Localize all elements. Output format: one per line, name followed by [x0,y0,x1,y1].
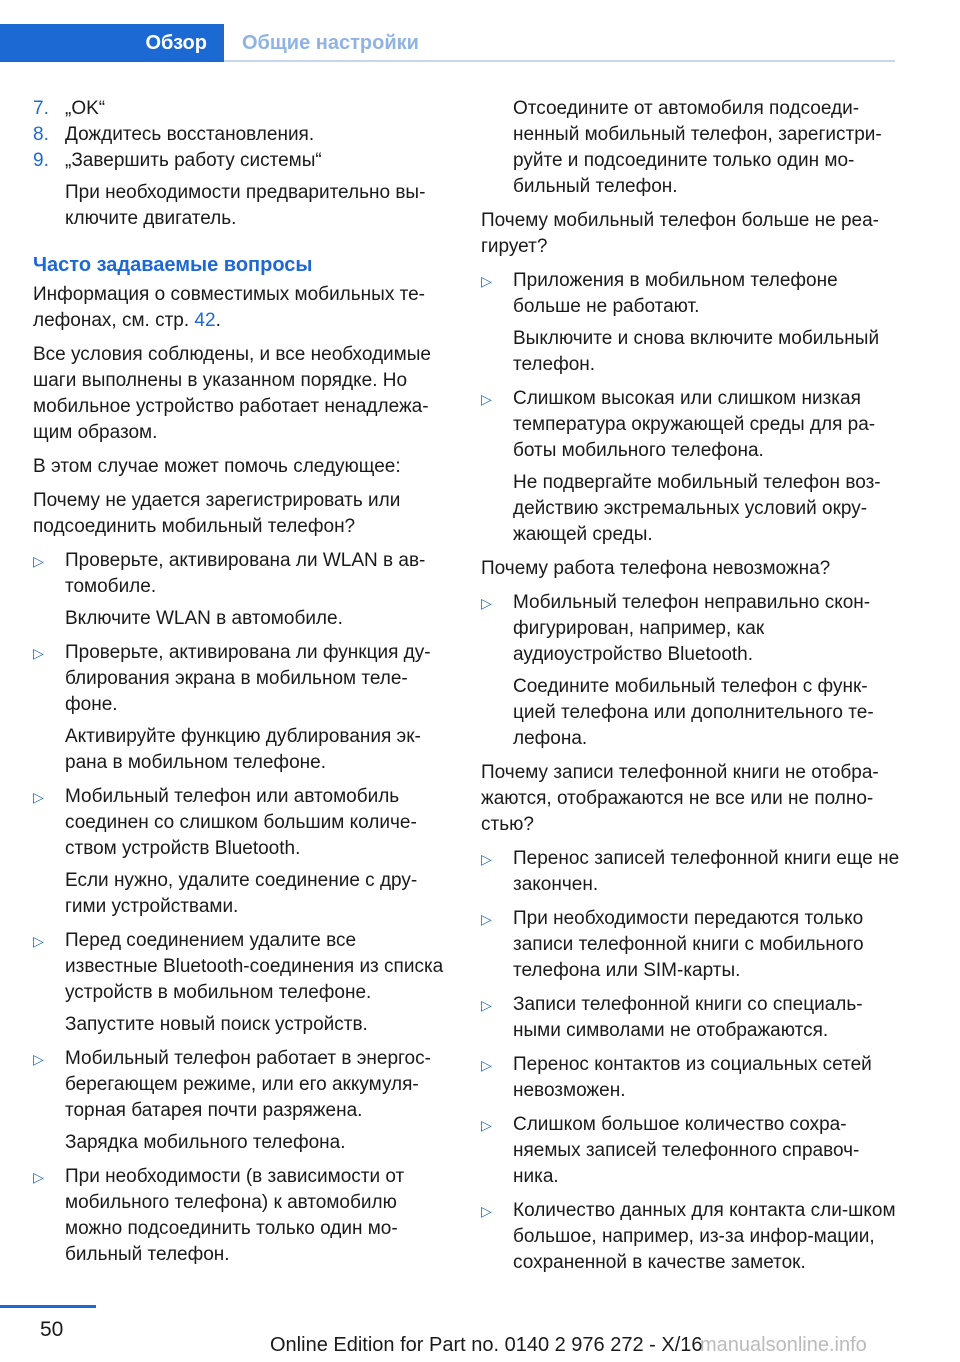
list-item-solution: Зарядка мобильного телефона. [65,1132,346,1153]
triangle-bullet-icon: ▷ [33,553,44,569]
step-9: 9. „Завершить работу системы“ [33,150,322,171]
list-item-solution: Выключите и снова включите мобильный телефон. [513,328,880,375]
help-paragraph: В этом случае может помочь следующее: [33,456,401,477]
list-item-solution: Активируйте функцию дублирования эк-рана в мобильном телефоне. [65,726,421,773]
list-item: ▷ При необходимости (в зависимости от мобильного телефона) к автомобилю можно подсоединить только один мо-бильный телефон. [33,1164,453,1268]
triangle-bullet-icon: ▷ [33,1169,44,1185]
list-item-solution: Включите WLAN в автомобиле. [65,608,343,629]
list-item: ▷ Мобильный телефон или автомобиль соединен со слишком большим количе-ством устройств Bluetooth. [33,784,453,862]
page-link[interactable]: 42 [194,310,216,331]
list-item: ▷ Записи телефонной книги со специаль-ными символами не отображаются. [481,992,901,1044]
question-phonebook: Почему записи телефонной книги не отобра-жаются, отображаются не все или не полно-стью? [481,762,879,835]
question-register: Почему не удается зарегистрировать или подсоединить мобильный телефон? [33,490,401,537]
page-number: 50 [40,1318,64,1341]
watermark: manualsonline.info [700,1334,867,1356]
triangle-bullet-icon: ▷ [481,997,492,1013]
header-tab-bar [0,24,895,62]
intro-paragraph: Информация о совместимых мобильных те-лефонах, см. стр. 42. [33,284,425,331]
list-item: ▷ Приложения в мобильном телефоне больше не работают. [481,268,901,320]
list-item: ▷ Количество данных для контакта сли-шком большое, например, из-за инфор-мации, сохраненной в качестве заметок. [481,1198,901,1276]
list-item-solution: Запустите новый поиск устройств. [65,1014,368,1035]
list-item: ▷ Проверьте, активирована ли WLAN в ав-томобиле. [33,548,453,600]
footer-accent-line [0,1305,96,1308]
question-phone-not-working: Почему работа телефона невозможна? [481,558,831,579]
list-item-solution: Не подвергайте мобильный телефон воз-действию экстремальных условий окру-жающей среды. [513,472,881,545]
triangle-bullet-icon: ▷ [481,1117,492,1133]
list-item: ▷ Перед соединением удалите все известные Bluetooth-соединения из списка устройств в мобильном телефоне. [33,928,453,1006]
list-item-solution: Отсоедините от автомобиля подсоеди-ненный мобильный телефон, зарегистри-руйте и подсоедините только один мо-бильный телефон. [513,98,882,197]
triangle-bullet-icon: ▷ [33,645,44,661]
edition-text: Online Edition for Part no. 0140 2 976 272 - X/16 [270,1334,703,1356]
faq-heading: Часто задаваемые вопросы [33,254,313,276]
step-7: 7. „OK“ [33,98,106,119]
triangle-bullet-icon: ▷ [481,273,492,289]
header-divider [224,60,895,62]
triangle-bullet-icon: ▷ [33,933,44,949]
list-item: ▷ Мобильный телефон работает в энергос-берегающем режиме, или его аккумуля-торная батарея почти разряжена. [33,1046,453,1124]
tab-general-settings[interactable]: Общие настройки [242,31,419,54]
triangle-bullet-icon: ▷ [481,1057,492,1073]
tab-overview[interactable]: Обзор [0,24,224,62]
triangle-bullet-icon: ▷ [481,595,492,611]
conditions-paragraph: Все условия соблюдены, и все необходимые шаги выполнены в указанном порядке. Но мобильное устройство работает ненадлежа-щим образом. [33,344,431,443]
left-column [33,96,453,1268]
triangle-bullet-icon: ▷ [481,911,492,927]
list-item: ▷ При необходимости передаются только записи телефонной книги с мобильного телефона или SIM-карты. [481,906,901,984]
triangle-bullet-icon: ▷ [481,391,492,407]
step-9-note: При необходимости предварительно вы-ключите двигатель. [65,182,426,229]
step-8: 8. Дождитесь восстановления. [33,124,315,145]
list-item: ▷ Перенос записей телефонной книги еще не закончен. [481,846,901,898]
list-item: ▷ Проверьте, активирована ли функция ду-блирования экрана в мобильном теле-фоне. [33,640,453,718]
triangle-bullet-icon: ▷ [481,1203,492,1219]
list-item: ▷ Слишком большое количество сохра-няемых записей телефонного справоч-ника. [481,1112,901,1190]
triangle-bullet-icon: ▷ [33,789,44,805]
list-item: ▷ Перенос контактов из социальных сетей невозможен. [481,1052,901,1104]
list-item-solution: Если нужно, удалите соединение с дру-гими устройствами. [65,870,418,917]
right-column [481,96,901,1276]
list-item-solution: Соедините мобильный телефон с функ-цией телефона или дополнительного те-лефона. [513,676,874,749]
triangle-bullet-icon: ▷ [33,1051,44,1067]
triangle-bullet-icon: ▷ [481,851,492,867]
list-item: ▷ Мобильный телефон неправильно скон-фигурирован, например, как аудиоустройство Bluetooth. [481,590,901,668]
list-item: ▷ Слишком высокая или слишком низкая температура окружающей среды для ра-боты мобильного телефона. [481,386,901,464]
question-not-responding: Почему мобильный телефон больше не реа-гирует? [481,210,879,257]
